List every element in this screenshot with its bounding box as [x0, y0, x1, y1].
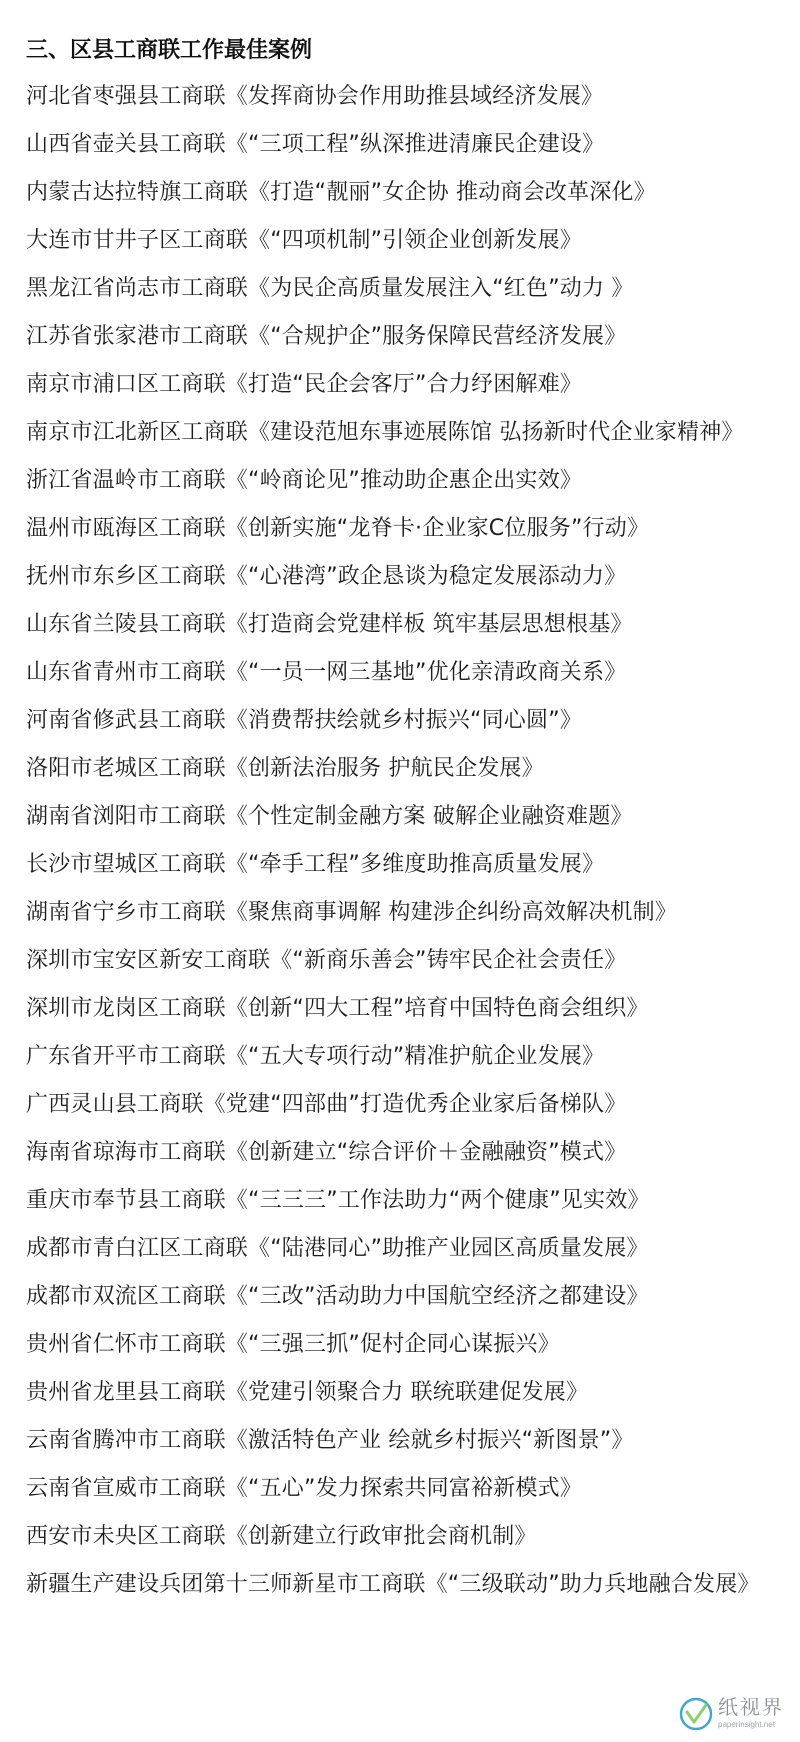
- case-item: 山东省青州市工商联《“一员一网三基地”优化亲清政商关系》: [26, 660, 627, 685]
- case-item: 江苏省张家港市工商联《“合规护企”服务保障民营经济发展》: [26, 324, 627, 349]
- case-item: 温州市瓯海区工商联《创新实施“龙脊卡·企业家C位服务”行动》: [26, 516, 650, 541]
- case-item: 洛阳市老城区工商联《创新法治服务 护航民企发展》: [26, 756, 544, 781]
- case-item: 重庆市奉节县工商联《“三三三”工作法助力“两个健康”见实效》: [26, 1188, 650, 1213]
- case-item: 河北省枣强县工商联《发挥商协会作用助推县域经济发展》: [26, 84, 604, 109]
- case-item: 深圳市龙岗区工商联《创新“四大工程”培育中国特色商会组织》: [26, 996, 649, 1021]
- paperinsight-logo-icon: [678, 1696, 714, 1732]
- case-item: 山西省壶关县工商联《“三项工程”纵深推进清廉民企建设》: [26, 132, 605, 157]
- case-item: 成都市青白江区工商联《“陆港同心”助推产业园区高质量发展》: [26, 1236, 649, 1261]
- case-item: 湖南省宁乡市工商联《聚焦商事调解 构建涉企纠纷高效解决机制》: [26, 900, 677, 925]
- case-item: 河南省修武县工商联《消费帮扶绘就乡村振兴“同心圆”》: [26, 708, 582, 733]
- watermark: [678, 1694, 786, 1734]
- case-item: 长沙市望城区工商联《“牵手工程”多维度助推高质量发展》: [26, 852, 605, 877]
- document-body: [26, 34, 778, 1614]
- watermark-text: 纸视界: [718, 1695, 784, 1719]
- case-item: 广东省开平市工商联《“五大专项行动”精准护航企业发展》: [26, 1044, 605, 1069]
- watermark-url: paperinsight.net: [718, 1720, 775, 1729]
- case-item: 黑龙江省尚志市工商联《为民企高质量发展注入“红色”动力 》: [26, 276, 634, 301]
- case-item: 云南省腾冲市工商联《激活特色产业 绘就乡村振兴“新图景”》: [26, 1428, 634, 1453]
- case-item: 贵州省龙里县工商联《党建引领聚合力 联统联建促发展》: [26, 1380, 589, 1405]
- case-item: 浙江省温岭市工商联《“岭商论见”推动助企惠企出实效》: [26, 468, 582, 493]
- case-item: 抚州市东乡区工商联《“心港湾”政企恳谈为稳定发展添动力》: [26, 564, 627, 589]
- case-item: 内蒙古达拉特旗工商联《打造“靓丽”女企协 推动商会改革深化》: [26, 180, 656, 205]
- case-item: 山东省兰陵县工商联《打造商会党建样板 筑牢基层思想根基》: [26, 612, 633, 637]
- case-item: 成都市双流区工商联《“三改”活动助力中国航空经济之都建设》: [26, 1284, 649, 1309]
- case-item: 广西灵山县工商联《党建“四部曲”打造优秀企业家后备梯队》: [26, 1092, 627, 1117]
- case-list: [26, 78, 778, 1603]
- case-item: 云南省宣威市工商联《“五心”发力探索共同富裕新模式》: [26, 1476, 582, 1501]
- case-item: 湖南省浏阳市工商联《个性定制金融方案 破解企业融资难题》: [26, 804, 633, 829]
- case-item: 贵州省仁怀市工商联《“三强三抓”促村企同心谋振兴》: [26, 1332, 560, 1357]
- case-item: 新疆生产建设兵团第十三师新星市工商联《“三级联动”助力兵地融合发展》: [26, 1572, 760, 1597]
- case-item: 大连市甘井子区工商联《“四项机制”引领企业创新发展》: [26, 228, 582, 253]
- case-item: 南京市江北新区工商联《建设范旭东事迹展陈馆 弘扬新时代企业家精神》: [26, 420, 744, 445]
- case-item: 深圳市宝安区新安工商联《“新商乐善会”铸牢民企社会责任》: [26, 948, 627, 973]
- case-item: 南京市浦口区工商联《打造“民企会客厅”合力纾困解难》: [26, 372, 582, 397]
- section-title: 三、区县工商联工作最佳案例: [26, 38, 313, 63]
- case-item: 西安市未央区工商联《创新建立行政审批会商机制》: [26, 1524, 537, 1549]
- case-item: 海南省琼海市工商联《创新建立“综合评价＋金融融资”模式》: [26, 1140, 627, 1165]
